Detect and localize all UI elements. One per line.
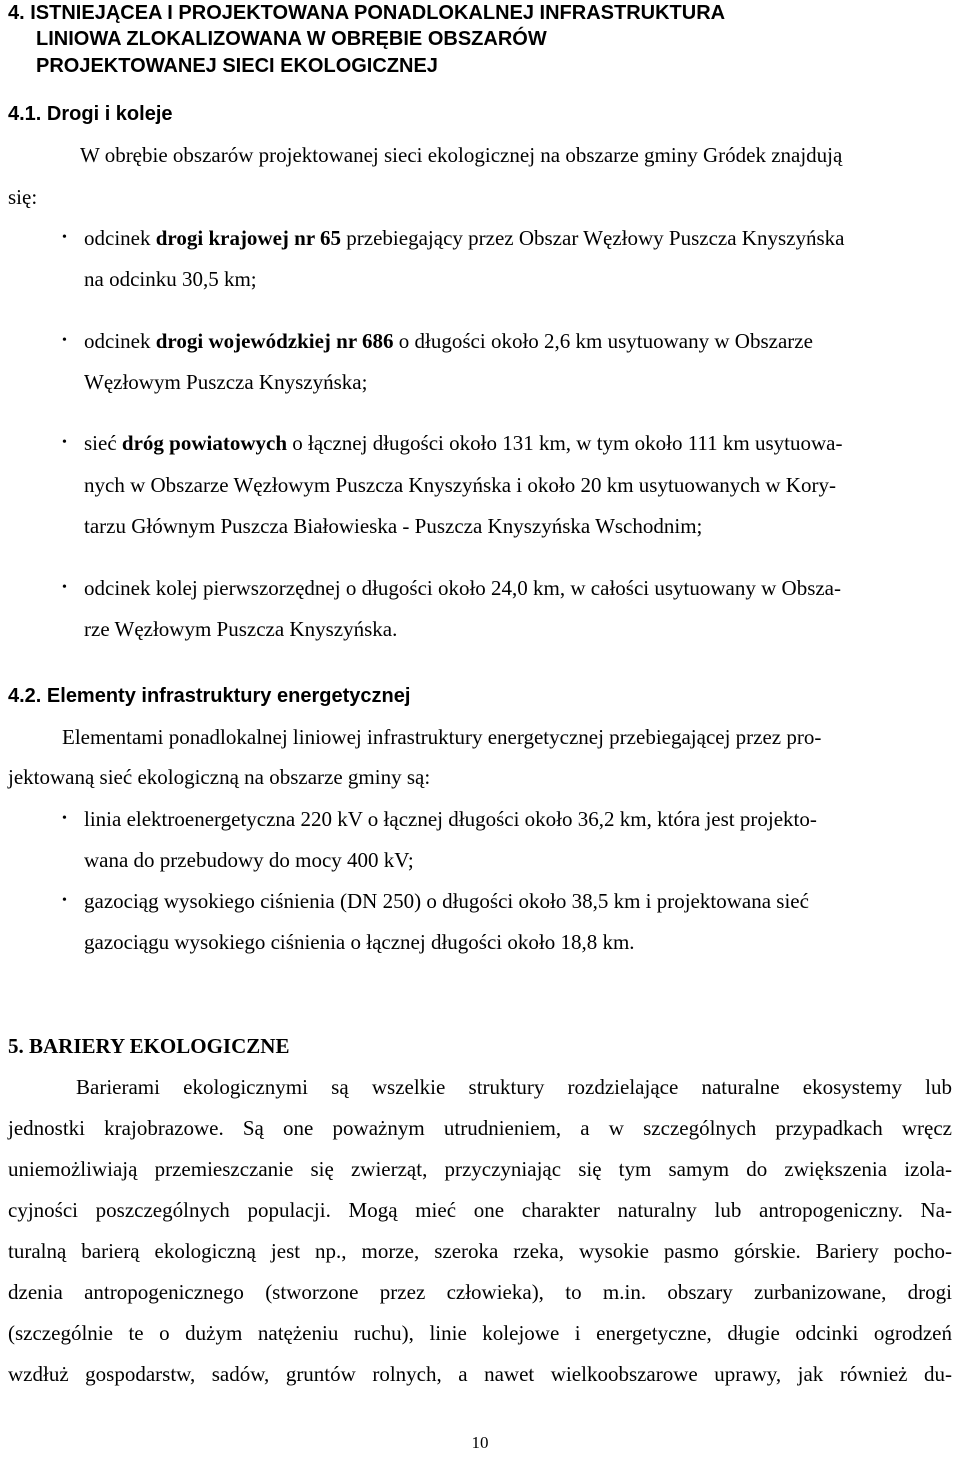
section-title-line-3: PROJEKTOWANEJ SIECI EKOLOGICZNEJ — [36, 55, 438, 77]
paragraph-line: jednostki krajobrazowe. Są one poważnym utrudnieniem, a w szczególnych przypadkach wręcz — [8, 1116, 952, 1140]
paragraph-line: turalną barierą ekologiczną jest np., morze, szeroka rzeka, wysokie pasmo górskie. Bariery pocho- — [8, 1239, 952, 1263]
paragraph-line: wzdłuż gospodarstw, sadów, gruntów rolnych, a nawet wielkoobszarowe uprawy, jak również du- — [8, 1362, 952, 1386]
subsection-heading-4-1: 4.1. Drogi i koleje — [8, 103, 173, 125]
list-item-line: nych w Obszarze Węzłowym Puszcza Knyszyńska i około 20 km usytuowanych w Kory- — [84, 473, 836, 497]
list-item-line: rze Węzłowym Puszcza Knyszyńska. — [84, 617, 398, 641]
list-item-line: tarzu Głównym Puszcza Białowieska - Puszcza Knyszyńska Wschodnim; — [84, 514, 703, 538]
section-heading-5: 5. BARIERY EKOLOGICZNE — [8, 1034, 290, 1058]
list-item-line: Węzłowym Puszcza Knyszyńska; — [84, 370, 368, 394]
list-item-line: odcinek kolej pierwszorzędnej o długości około 24,0 km, w całości usytuowany w Obsza- — [84, 576, 841, 600]
bullet-icon: • — [62, 435, 67, 450]
list-item-line: gazociągu wysokiego ciśnienia o łącznej długości około 18,8 km. — [84, 930, 635, 954]
paragraph-line: (szczególnie te o dużym natężeniu ruchu), linie kolejowe i energetyczne, długie odcinki ogrodzeń — [8, 1321, 952, 1345]
paragraph-line: się: — [8, 185, 38, 209]
list-item-line: linia elektroenergetyczna 220 kV o łącznej długości około 36,2 km, która jest projekto- — [84, 807, 817, 831]
bullet-icon: • — [62, 893, 67, 908]
section-title-line-1: 4. ISTNIEJĄCEA I PROJEKTOWANA PONADLOKALNEJ INFRASTRUKTURA — [8, 2, 726, 24]
list-item-line: wana do przebudowy do mocy 400 kV; — [84, 848, 414, 872]
list-item-line: gazociąg wysokiego ciśnienia (DN 250) o długości około 38,5 km i projektowana sieć — [84, 889, 809, 913]
paragraph-line: Barierami ekologicznymi są wszelkie struktury rozdzielające naturalne ekosystemy lub — [76, 1075, 952, 1099]
paragraph-line: W obrębie obszarów projektowanej sieci ekologicznej na obszarze gminy Gródek znajdują — [80, 143, 843, 167]
bullet-icon: • — [62, 333, 67, 348]
page-number: 10 — [471, 1433, 489, 1452]
paragraph-line: Elementami ponadlokalnej liniowej infrastruktury energetycznej przebiegającej przez pro- — [62, 725, 822, 749]
list-item-line: sieć dróg powiatowych o łącznej długości około 131 km, w tym około 111 km usytuowa- — [84, 431, 843, 455]
paragraph-line: uniemożliwiają przemieszczanie się zwierząt, przyczyniając się tym samym do zwiększenia izola- — [8, 1157, 952, 1181]
subsection-heading-4-2: 4.2. Elementy infrastruktury energetycznej — [8, 685, 411, 707]
list-item-line: na odcinku 30,5 km; — [84, 267, 257, 291]
bullet-icon: • — [62, 811, 67, 826]
bullet-icon: • — [62, 580, 67, 595]
paragraph-line: dzenia antropogenicznego (stworzone przez człowieka), to m.in. obszary zurbanizowane, drogi — [8, 1280, 952, 1304]
bullet-icon: • — [62, 230, 67, 245]
paragraph-line: cyjności poszczególnych populacji. Mogą mieć one charakter naturalny lub antropogeniczny. Na- — [8, 1198, 952, 1222]
paragraph-line: jektowaną sieć ekologiczną na obszarze gminy są: — [8, 765, 431, 789]
list-item-line: odcinek drogi wojewódzkiej nr 686 o długości około 2,6 km usytuowany w Obszarze — [84, 329, 813, 353]
list-item-line: odcinek drogi krajowej nr 65 przebiegający przez Obszar Węzłowy Puszcza Knyszyńska — [84, 226, 845, 250]
section-title-line-2: LINIOWA ZLOKALIZOWANA W OBRĘBIE OBSZARÓW — [36, 28, 547, 50]
